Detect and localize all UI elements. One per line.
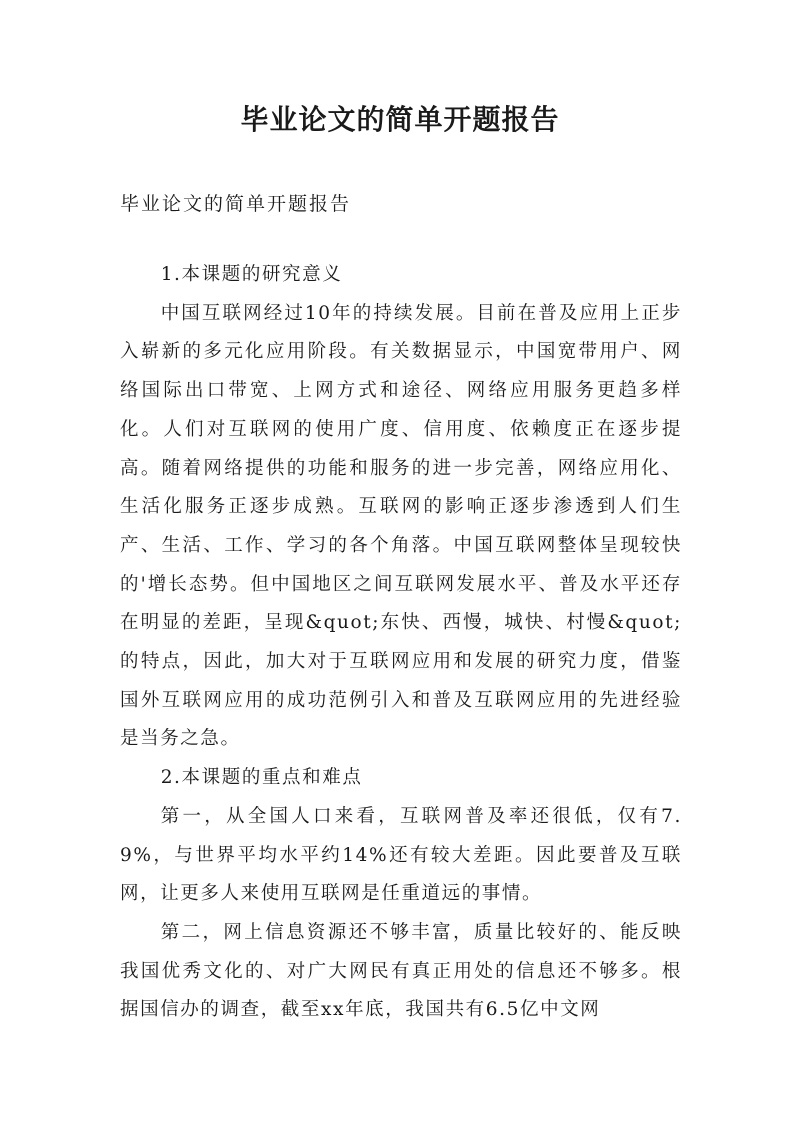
paragraph-significance: 中国互联网经过10年的持续发展。目前在普及应用上正步入崭新的多元化应用阶段。有关数据显示，中国宽带用户、网络国际出口带宽、上网方式和途径、网络应用服务更趋多样化。人们对互联网的使用广度、信用度、依赖度正在逐步提高。随着网络提供的功能和服务的进一步完善，网络应用化、生活化服务正逐步成熟。互联网的影响正逐步渗透到人们生产、生活、工作、学习的各个角落。中国互联网整体呈现较快的'增长态势。但中国地区之间互联网发展水平、普及水平还存在明显的差距，呈现&quot;东快、西慢，城快、村慢&quot;的特点，因此，加大对于互联网应用和发展的研究力度，借鉴国外互联网应用的成功范例引入和普及互联网应用的先进经验是当务之急。 (120, 302, 682, 750)
document-subtitle: 毕业论文的简单开题报告 (120, 193, 352, 215)
paragraph-second-point: 第二，网上信息资源还不够丰富，质量比较好的、能反映我国优秀文化的、对广大网民有真正用处的信息还不够多。根据国信办的调查，截至xx年底，我国共有6.5亿中文网 (120, 921, 682, 1021)
section-heading-significance: 1.本课题的研究意义 (160, 264, 343, 285)
paragraph-first-point: 第一，从全国人口来看，互联网普及率还很低，仅有7.9%，与世界平均水平约14%还有较大差距。因此要普及互联网，让更多人来使用互联网是任重道远的事情。 (120, 805, 682, 905)
section-heading-key-points: 2.本课题的重点和难点 (160, 767, 363, 789)
document-title: 毕业论文的简单开题报告 (240, 103, 560, 136)
document-body (120, 256, 682, 1030)
